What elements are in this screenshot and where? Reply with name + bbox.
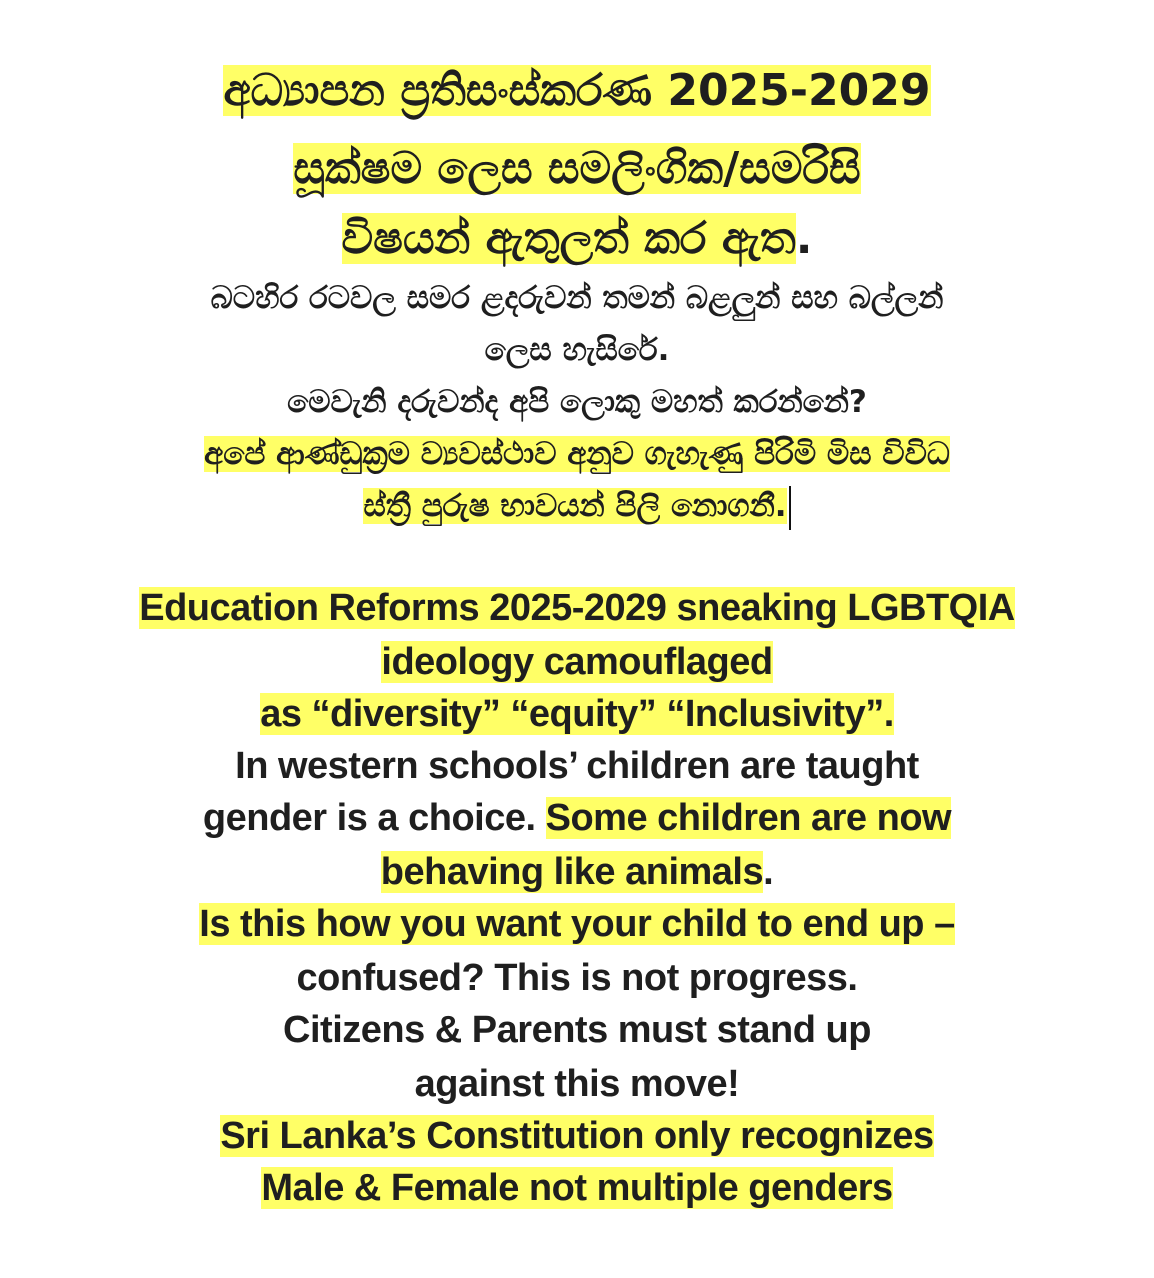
sinhala-body-line-5 xyxy=(0,480,1154,532)
english-line-5-highlight: Some children are now xyxy=(545,797,952,839)
english-line-12-text: Male & Female not multiple genders xyxy=(261,1167,893,1209)
english-line-8 xyxy=(0,952,1154,1004)
english-line-2-text: ideology camouflaged xyxy=(381,641,773,683)
english-line-1 xyxy=(0,582,1154,634)
english-line-5 xyxy=(0,792,1154,844)
english-line-11 xyxy=(0,1110,1154,1162)
sinhala-title-line-1 xyxy=(0,58,1154,124)
sinhala-title-3-period: . xyxy=(795,213,813,264)
english-line-4 xyxy=(0,740,1154,792)
english-line-6 xyxy=(0,846,1154,898)
sinhala-body-line-2 xyxy=(0,324,1154,376)
sinhala-body-5-text: ස්ත්‍රී පුරුෂ භාවයන් පිලි නොගනී. xyxy=(363,488,787,524)
english-line-7-text: Is this how you want your child to end up – xyxy=(199,903,955,945)
english-line-2 xyxy=(0,636,1154,688)
sinhala-body-3-text: මෙවැනි දරුවන්ද අපි ලොකු මහත් කරන්නේ? xyxy=(287,384,867,420)
sinhala-title-3-text: විෂයන් ඇතුලත් කර ඇත xyxy=(341,213,796,264)
sinhala-title-line-2 xyxy=(0,136,1154,202)
english-line-9-text: Citizens & Parents must stand up xyxy=(283,1009,871,1051)
english-line-4-text: In western schools’ children are taught xyxy=(235,745,919,787)
sinhala-body-1-text: බටහිර රටවල සමර ළදරුවන් තමන් බළලුන් සහ බල්ලන් xyxy=(210,280,944,316)
sinhala-body-4-text: අපේ ආණ්ඩුක්‍රම ව්‍යවස්ථාව අනුව ගැහැණු පිරිමි මිස විවිධ xyxy=(204,436,950,472)
english-line-9 xyxy=(0,1004,1154,1056)
sinhala-body-line-3 xyxy=(0,376,1154,428)
english-line-7 xyxy=(0,898,1154,950)
text-cursor xyxy=(789,486,791,530)
sinhala-title-2-text: සූක්ෂම ලෙස සමලිංගික/සමරිසි xyxy=(293,143,861,194)
english-line-3-text: as “diversity” “equity” “Inclusivity”. xyxy=(260,693,894,735)
english-line-12 xyxy=(0,1162,1154,1214)
english-line-5-plain: gender is a choice. xyxy=(202,797,546,839)
english-line-10 xyxy=(0,1058,1154,1110)
english-line-3 xyxy=(0,688,1154,740)
sinhala-body-line-4 xyxy=(0,428,1154,480)
sinhala-body-2-text: ලෙස හැසිරේ. xyxy=(484,332,670,368)
english-line-1-text: Education Reforms 2025-2029 sneaking LGBTQIA xyxy=(139,587,1015,629)
sinhala-title-line-3 xyxy=(0,206,1154,272)
english-line-6-period: . xyxy=(763,851,774,893)
sinhala-title-1-text: අධ්‍යාපන ප්‍රතිසංස්කරණ 2025-2029 xyxy=(223,65,931,116)
sinhala-body-line-1 xyxy=(0,272,1154,324)
english-line-6-highlight: behaving like animals xyxy=(380,851,764,893)
english-line-10-text: against this move! xyxy=(414,1063,740,1105)
english-line-11-text: Sri Lanka’s Constitution only recognizes xyxy=(220,1115,934,1157)
english-line-8-text: confused? This is not progress. xyxy=(296,957,858,999)
